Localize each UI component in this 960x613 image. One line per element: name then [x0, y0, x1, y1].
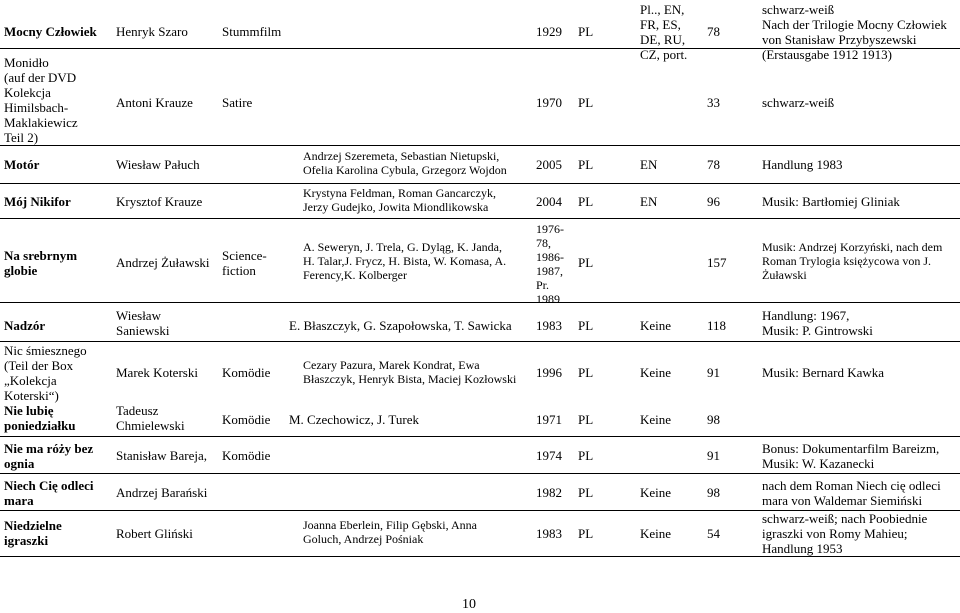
- film-notes: Musik: Bernard Kawka: [762, 365, 885, 380]
- film-director: Wiesław Saniewski: [116, 308, 170, 338]
- film-notes: schwarz-weiß: [762, 95, 835, 110]
- film-title: Niech Cię odleci mara: [4, 478, 94, 508]
- film-title: Na srebrnym globie: [4, 248, 78, 278]
- film-title: Monidło (auf der DVD Kolekcja Himilsbach- Maklakiewicz Teil 2): [4, 55, 78, 145]
- film-notes: nach dem Roman Niech cię odleci mara von Waldemar Siemiński: [762, 478, 941, 508]
- film-minutes: 157: [707, 255, 727, 270]
- film-minutes: 98: [707, 485, 720, 500]
- film-year: 1983: [536, 318, 562, 333]
- film-title: Nadzór: [4, 318, 46, 333]
- film-year: 1976- 78, 1986- 1987, Pr. 1989: [536, 222, 564, 306]
- film-country: PL: [578, 485, 594, 500]
- film-year: 1970: [536, 95, 562, 110]
- film-notes: Handlung: 1967, Musik: P. Gintrowski: [762, 308, 873, 338]
- film-title: Mój Nikifor: [4, 194, 71, 209]
- row-divider: [0, 48, 960, 49]
- film-subtitles: EN: [640, 194, 658, 209]
- film-notes: Musik: Andrzej Korzyński, nach dem Roman Trylogia księżycowa von J. Żuławski: [762, 240, 943, 282]
- film-notes: schwarz-weiß Nach der Trilogie Mocny Człowiek von Stanisław Przybyszewski (Erstausgabe 1912 1913): [762, 2, 947, 62]
- film-subtitles: EN: [640, 157, 658, 172]
- row-divider: [0, 556, 960, 557]
- film-year: 2004: [536, 194, 562, 209]
- film-genre: Komödie: [222, 365, 271, 380]
- film-country: PL: [578, 255, 594, 270]
- film-director: Marek Koterski: [116, 365, 198, 380]
- film-country: PL: [578, 95, 594, 110]
- film-cast: M. Czechowicz, J. Turek: [289, 412, 419, 427]
- row-divider: [0, 183, 960, 184]
- film-subtitles: Keine: [640, 526, 672, 541]
- film-director: Andrzej Barański: [116, 485, 208, 500]
- film-country: PL: [578, 24, 594, 39]
- film-year: 1971: [536, 412, 562, 427]
- film-genre: Komödie: [222, 412, 271, 427]
- film-country: PL: [578, 448, 594, 463]
- film-year: 1996: [536, 365, 562, 380]
- film-genre: Satire: [222, 95, 253, 110]
- film-minutes: 54: [707, 526, 720, 541]
- film-year: 1982: [536, 485, 562, 500]
- film-country: PL: [578, 157, 594, 172]
- film-subtitles: Keine: [640, 485, 672, 500]
- film-director: Stanisław Bareja,: [116, 448, 207, 463]
- film-title: Nie lubię poniedziałku: [4, 403, 76, 433]
- film-minutes: 78: [707, 24, 720, 39]
- film-director: Wiesław Pałuch: [116, 157, 200, 172]
- film-year: 2005: [536, 157, 562, 172]
- film-minutes: 78: [707, 157, 720, 172]
- row-divider: [0, 145, 960, 146]
- film-subtitles: Keine: [640, 365, 672, 380]
- film-genre: Komödie: [222, 448, 271, 463]
- film-subtitles: Keine: [640, 318, 672, 333]
- film-subtitles: Keine: [640, 412, 672, 427]
- film-title: Nic śmiesznego (Teil der Box „Kolekcja Koterski“): [4, 343, 87, 403]
- film-country: PL: [578, 526, 594, 541]
- film-notes: Bonus: Dokumentarfilm Bareizm, Musik: W. Kazanecki: [762, 441, 940, 471]
- film-cast: Joanna Eberlein, Filip Gębski, Anna Goluch, Andrzej Pośniak: [303, 518, 477, 546]
- film-country: PL: [578, 412, 594, 427]
- row-divider: [0, 302, 960, 303]
- film-minutes: 91: [707, 365, 720, 380]
- film-cast: E. Błaszczyk, G. Szapołowska, T. Sawicka: [289, 318, 512, 333]
- row-divider: [0, 436, 960, 437]
- film-notes: schwarz-weiß; nach Poobiednie igraszki von Romy Mahieu; Handlung 1953: [762, 511, 928, 556]
- film-country: PL: [578, 318, 594, 333]
- film-minutes: 98: [707, 412, 720, 427]
- film-title: Motór: [4, 157, 40, 172]
- film-director: Tadeusz Chmielewski: [116, 403, 185, 433]
- page-number: 10: [462, 597, 476, 612]
- film-minutes: 96: [707, 194, 720, 209]
- film-title: Niedzielne igraszki: [4, 518, 62, 548]
- film-minutes: 118: [707, 318, 727, 333]
- film-director: Robert Gliński: [116, 526, 193, 541]
- film-director: Andrzej Żuławski: [116, 255, 210, 270]
- film-country: PL: [578, 194, 594, 209]
- film-director: Antoni Krauze: [116, 95, 193, 110]
- film-title: Nie ma róży bez ognia: [4, 441, 94, 471]
- film-minutes: 33: [707, 95, 720, 110]
- film-year: 1974: [536, 448, 562, 463]
- row-divider: [0, 473, 960, 474]
- film-subtitles: Pl.., EN, FR, ES, DE, RU, CZ, port.: [640, 2, 688, 62]
- film-title: Mocny Człowiek: [4, 24, 97, 39]
- film-notes: Handlung 1983: [762, 157, 843, 172]
- film-year: 1929: [536, 24, 562, 39]
- film-minutes: 91: [707, 448, 720, 463]
- film-genre: Science- fiction: [222, 248, 267, 278]
- row-divider: [0, 218, 960, 219]
- row-divider: [0, 341, 960, 342]
- film-genre: Stummfilm: [222, 24, 282, 39]
- film-notes: Musik: Bartłomiej Gliniak: [762, 194, 900, 209]
- film-cast: A. Seweryn, J. Trela, G. Dyląg, K. Janda, H. Talar,J. Frycz, H. Bista, W. Komasa, A. Ferency,K. Kolberger: [303, 240, 507, 282]
- film-cast: Krystyna Feldman, Roman Gancarczyk, Jerzy Gudejko, Jowita Miondlikowska: [303, 186, 496, 214]
- film-director: Krysztof Krauze: [116, 194, 203, 209]
- film-director: Henryk Szaro: [116, 24, 188, 39]
- film-cast: Andrzej Szeremeta, Sebastian Nietupski, Ofelia Karolina Cybula, Grzegorz Wojdon: [303, 149, 507, 177]
- film-country: PL: [578, 365, 594, 380]
- film-cast: Cezary Pazura, Marek Kondrat, Ewa Błaszczyk, Henryk Bista, Maciej Kozłowski: [303, 358, 517, 386]
- film-year: 1983: [536, 526, 562, 541]
